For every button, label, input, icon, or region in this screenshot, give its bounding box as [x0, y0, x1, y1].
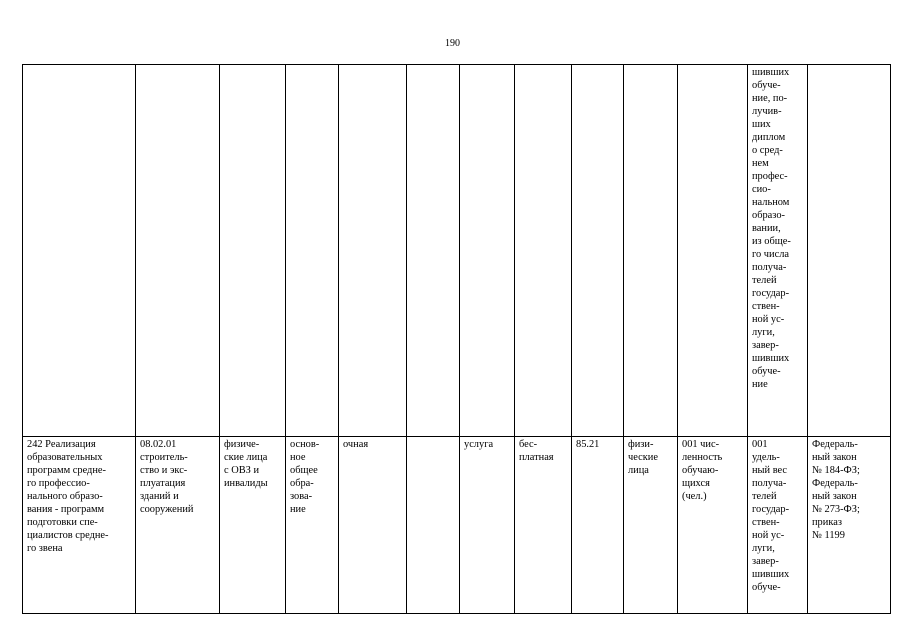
table-cell — [515, 65, 572, 437]
table-cell: 001 удель- ный вес получа- телей государ- ствен- ной ус- луги, завер- шивших обуче- — [748, 437, 808, 614]
table-cell — [136, 65, 220, 437]
table-cell: основ- ное общее обра- зова- ние — [286, 437, 339, 614]
table-cell: шивших обуче- ние, по- лучив- ших диплом о сред- нем профес- сио- нальном образо- вании, из обще- го числа получа- телей государ- ствен- ной ус- луги, завер- шивших обуче- ние — [748, 65, 808, 437]
table-cell: бес- платная — [515, 437, 572, 614]
table-row — [23, 437, 891, 614]
table-cell: 85.21 — [572, 437, 624, 614]
table-cell — [572, 65, 624, 437]
table-cell — [339, 65, 407, 437]
table-cell — [220, 65, 286, 437]
table-cell: физи- ческие лица — [624, 437, 678, 614]
table-cell: 001 чис- ленность обучаю- щихся (чел.) — [678, 437, 748, 614]
table-cell — [23, 65, 136, 437]
table-cell: физиче- ские лица с ОВЗ и инвалиды — [220, 437, 286, 614]
table-cell: 242 Реализация образовательных программ средне- го профессио- нального образо- вания - программ подготовки спе- циалистов средне- го звена — [23, 437, 136, 614]
table-cell — [407, 65, 460, 437]
services-table — [22, 64, 891, 614]
table-cell — [407, 437, 460, 614]
page-number: 190 — [445, 38, 460, 49]
table-cell — [286, 65, 339, 437]
table-cell — [678, 65, 748, 437]
table-row — [23, 65, 891, 437]
table-cell: 08.02.01 строитель- ство и экс- плуатация зданий и сооружений — [136, 437, 220, 614]
table-cell — [624, 65, 678, 437]
table-cell: Федераль- ный закон № 184-ФЗ; Федераль- ный закон № 273-ФЗ; приказ № 1199 — [808, 437, 891, 614]
table-cell: услуга — [460, 437, 515, 614]
table-cell — [460, 65, 515, 437]
table-cell — [808, 65, 891, 437]
table-cell: очная — [339, 437, 407, 614]
